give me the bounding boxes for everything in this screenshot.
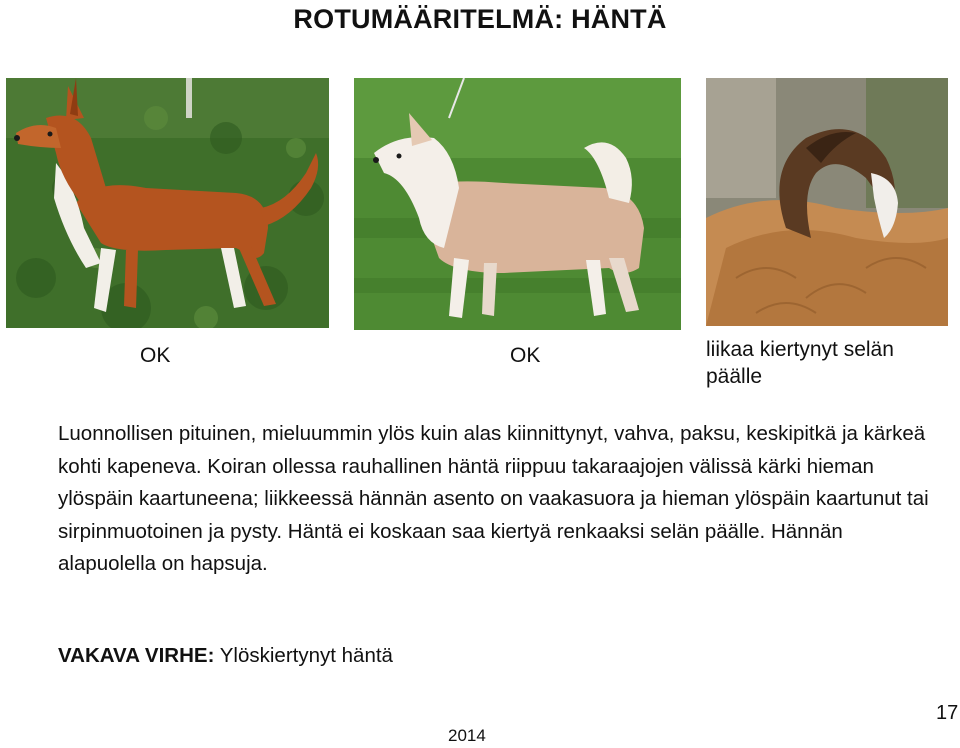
tail-closeup-photo bbox=[706, 78, 948, 326]
tail-description: Luonnollisen pituinen, mieluummin ylös kuin alas kiinnittynyt, vahva, paksu, keskipitkä ja kärkeä kohti kapeneva. Koiran ollessa rauhallinen häntä riippuu takaraajojen välissä kärki hieman ylöspäin kaartuneena; liikkeessä hännän asento on vaakasuora ja hieman ylöspäin kaartunut tai sirpinmuotoinen ja pysty. Häntä ei koskaan saa kiertyä renkaaksi selän päälle. Hännän alapuolella on hapsuja. bbox=[58, 422, 929, 575]
serious-fault-label: VAKAVA VIRHE: bbox=[58, 644, 215, 667]
photo-caption-ok-1: OK bbox=[140, 344, 171, 367]
photo-caption-ok-2: OK bbox=[510, 344, 541, 367]
page-number: 17 bbox=[936, 702, 959, 724]
footer-year: 2014 bbox=[448, 726, 486, 745]
serious-fault-line bbox=[58, 641, 393, 671]
page-title: ROTUMÄÄRITELMÄ: HÄNTÄ bbox=[293, 4, 667, 34]
photo-caption-fault: liikaa kiertynyt selän päälle bbox=[706, 338, 894, 388]
serious-fault-text: Ylöskiertynyt häntä bbox=[214, 644, 393, 667]
dog-photo-smooth-coat bbox=[6, 78, 329, 328]
dog-photo-wire-coat bbox=[354, 78, 681, 330]
